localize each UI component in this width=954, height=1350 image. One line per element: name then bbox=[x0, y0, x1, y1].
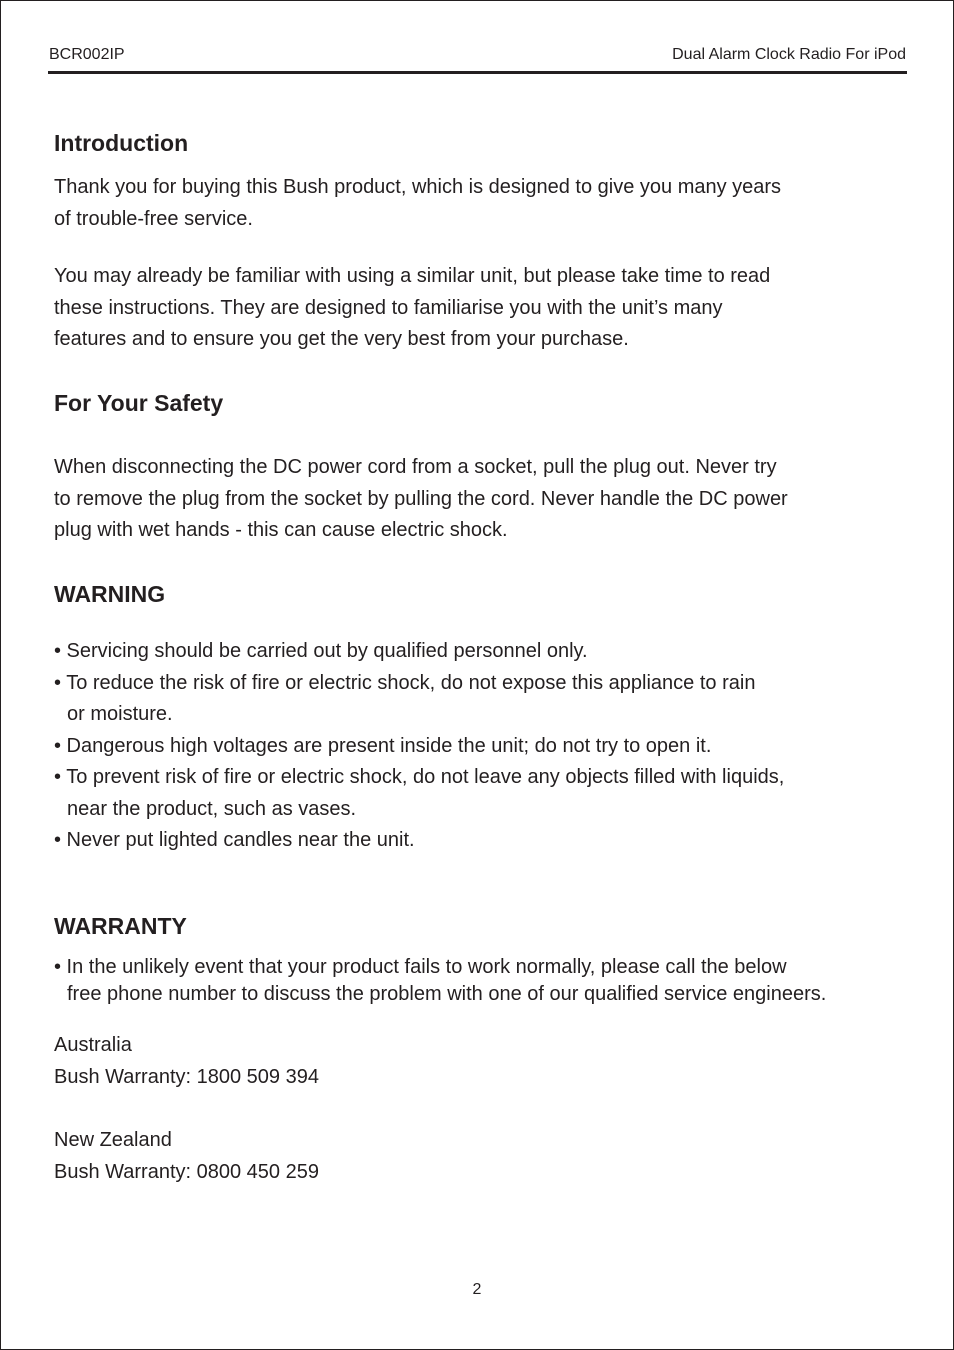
page-number: 2 bbox=[472, 1281, 482, 1298]
contact-phone: Bush Warranty: 1800 509 394 bbox=[54, 1065, 319, 1088]
header-product-title: Dual Alarm Clock Radio For iPod bbox=[672, 46, 906, 63]
text-line: to remove the plug from the socket by pulling the cord. Never handle the DC power bbox=[54, 487, 788, 510]
text-line: When disconnecting the DC power cord from a socket, pull the plug out. Never try bbox=[54, 456, 777, 478]
text-line: free phone number to discuss the problem with one of our qualified service engineers. bbox=[67, 983, 827, 1005]
text-line: Thank you for buying this Bush product, which is designed to give you many years bbox=[54, 176, 782, 198]
warning-item: • To reduce the risk of fire or electric shock, do not expose this appliance to rain bbox=[54, 671, 756, 694]
contact-country: New Zealand bbox=[54, 1129, 172, 1151]
warning-list bbox=[54, 636, 784, 857]
warranty-heading: WARRANTY bbox=[54, 913, 187, 939]
warning-item: • Servicing should be carried out by qualified personnel only. bbox=[54, 640, 588, 662]
introduction-paragraph-1 bbox=[54, 172, 781, 235]
contact-country: Australia bbox=[54, 1034, 132, 1056]
text-line: these instructions. They are designed to familiarise you with the unit’s many bbox=[54, 296, 723, 319]
contact-phone: Bush Warranty: 0800 450 259 bbox=[54, 1160, 319, 1183]
warning-item: • Never put lighted candles near the unit. bbox=[54, 829, 415, 851]
warning-item: • Dangerous high voltages are present inside the unit; do not try to open it. bbox=[54, 734, 712, 757]
warranty-paragraph bbox=[54, 954, 826, 1008]
safety-heading: For Your Safety bbox=[54, 390, 224, 416]
header-model: BCR002IP bbox=[49, 46, 125, 63]
introduction-heading: Introduction bbox=[54, 130, 189, 156]
safety-paragraph bbox=[54, 452, 788, 547]
introduction-paragraph-2 bbox=[54, 261, 770, 356]
text-line: plug with wet hands - this can cause electric shock. bbox=[54, 519, 508, 541]
text-line: of trouble-free service. bbox=[54, 207, 253, 230]
warning-item: • To prevent risk of fire or electric shock, do not leave any objects filled with liquids, bbox=[54, 766, 785, 788]
warranty-contact-australia bbox=[54, 1030, 319, 1093]
warranty-contact-new-zealand bbox=[54, 1125, 319, 1188]
warning-heading: WARNING bbox=[54, 581, 166, 607]
warning-item-continuation: or moisture. bbox=[67, 703, 173, 725]
warning-item-continuation: near the product, such as vases. bbox=[67, 797, 357, 820]
text-line: features and to ensure you get the very best from your purchase. bbox=[54, 328, 629, 350]
text-line: • In the unlikely event that your product fails to work normally, please call the below bbox=[54, 956, 787, 978]
text-line: You may already be familiar with using a similar unit, but please take time to read bbox=[54, 265, 771, 287]
header-rule bbox=[48, 71, 907, 74]
